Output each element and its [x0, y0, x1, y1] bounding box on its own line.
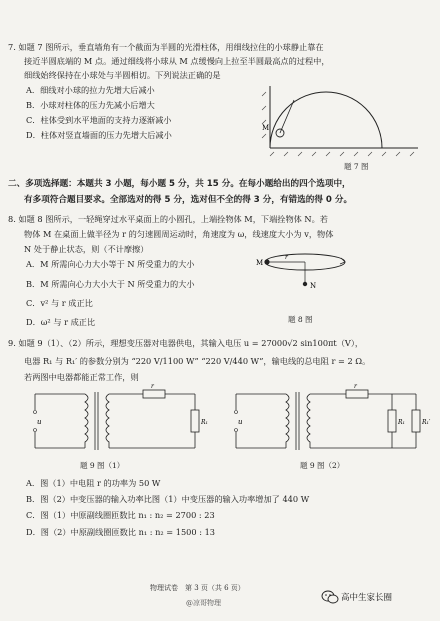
q8-option-b: B．M 所需向心力大小大于 N 所受重力的大小: [26, 279, 195, 289]
q7-stem-line-1: 7. 如题 7 图所示，垂直墙角有一个截面为半圆的光滑柱体，用细线拉住的小球静止靠在: [8, 42, 324, 52]
q7-option-a: A．细线对小球的拉力先增大后减小: [26, 85, 155, 95]
q7-figure: [262, 78, 428, 158]
q8-figure-label-r: r: [285, 254, 288, 261]
q9-option-a: A．图（1）中电阻 r 的功率为 50 W: [26, 478, 161, 488]
wechat-watermark: 高中生家长圈: [341, 593, 393, 603]
q7-option-b: B．小球对柱体的压力先减小后增大: [26, 100, 155, 110]
q7-option-c: C．柱体受到水平地面的支持力逐渐减小: [26, 115, 172, 125]
q9-fig2-label-r: r: [354, 383, 357, 390]
q7-caption: 题 7 图: [344, 162, 369, 171]
q8-option-a: A．M 所需向心力大小等于 N 所受重力的大小: [26, 259, 195, 269]
q8-stem-line-3: N 处于静止状态，则（不计摩擦）: [24, 244, 149, 254]
weibo-watermark: @凉哥物理: [186, 599, 221, 607]
section2-header-line-2: 有多项符合题目要求。全部选对的得 5 分，选对但不全的得 3 分，有错选的得 0 分。: [24, 195, 353, 205]
q8-stem-line-2: 物体 M 在桌面上做半径为 r 的匀速圆周运动时，角速度为 ω，线速度大小为 v，物体: [24, 229, 334, 239]
q9-caption-2: 题 9 图（2）: [300, 461, 345, 470]
q9-caption-1: 题 9 图（1）: [80, 461, 125, 470]
q7-figure-label-m: M: [262, 124, 270, 132]
wechat-icon: [321, 590, 339, 604]
q9-option-b: B．图（2）中变压器的输入功率比图（1）中变压器的输入功率增加了 440 W: [26, 494, 310, 504]
q9-figure-1: [25, 383, 215, 456]
q9-fig2-label-u: u: [238, 418, 243, 426]
q8-figure-label-n: N: [310, 282, 317, 290]
q9-option-d: D．图（2）中原副线圈匝数比 n₁ : n₂ = 1500 : 13: [26, 527, 215, 537]
q8-option-d: D．ω² 与 r 成正比: [26, 317, 96, 327]
q8-option-c: C．v² 与 r 成正比: [26, 298, 93, 308]
q9-stem-line-3: 若两图中电器都能正常工作，则: [24, 372, 139, 382]
page-footer: 物理试卷 第 3 页（共 6 页）: [150, 584, 245, 592]
q9-fig2-label-r1-prime: R₁′: [422, 419, 431, 426]
q9-figure-2: [226, 383, 436, 456]
q7-stem-line-2: 接近半圆底端的 M 点。通过细线将小球从 M 点缓慢向上拉至半圆最高点的过程中，: [24, 56, 330, 66]
q8-stem-line-1: 8. 如题 8 图所示，一轻绳穿过水平桌面上的小圆孔，上端拴物体 M，下端拴物体 N。若: [8, 214, 328, 224]
q8-caption: 题 8 图: [288, 315, 313, 324]
q7-stem-line-3: 细线始终保持在小球处与半圆相切。下列说法正确的是: [24, 70, 221, 80]
q8-figure: [255, 248, 375, 310]
q9-stem-line-1: 9. 如题 9（1）、（2）所示，理想变压器对电器供电，其输入电压 u = 27000√2 sin100πt（V），: [8, 338, 364, 348]
q9-stem-line-2: 电器 R₁ 与 R₁′ 的参数分别为 “220 V/1100 W” “220 V/440 W”，输电线的总电阻 r = 2 Ω。: [24, 356, 371, 366]
q7-option-d: D．柱体对竖直墙面的压力先增大后减小: [26, 130, 172, 140]
q9-fig2-label-r1: R₁: [398, 419, 405, 426]
q9-fig1-label-r1: R₁: [201, 419, 208, 426]
q9-fig1-label-u: u: [37, 418, 42, 426]
section2-header-line-1: 二、多项选择题：本题共 3 小题，每小题 5 分，共 15 分。在每小题给出的四个选项中，: [8, 179, 351, 189]
q8-figure-label-m: M: [256, 259, 264, 267]
q9-fig1-label-r: r: [151, 383, 154, 390]
q9-option-c: C．图（1）中原副线圈匝数比 n₁ : n₂ = 2700 : 23: [26, 510, 215, 520]
